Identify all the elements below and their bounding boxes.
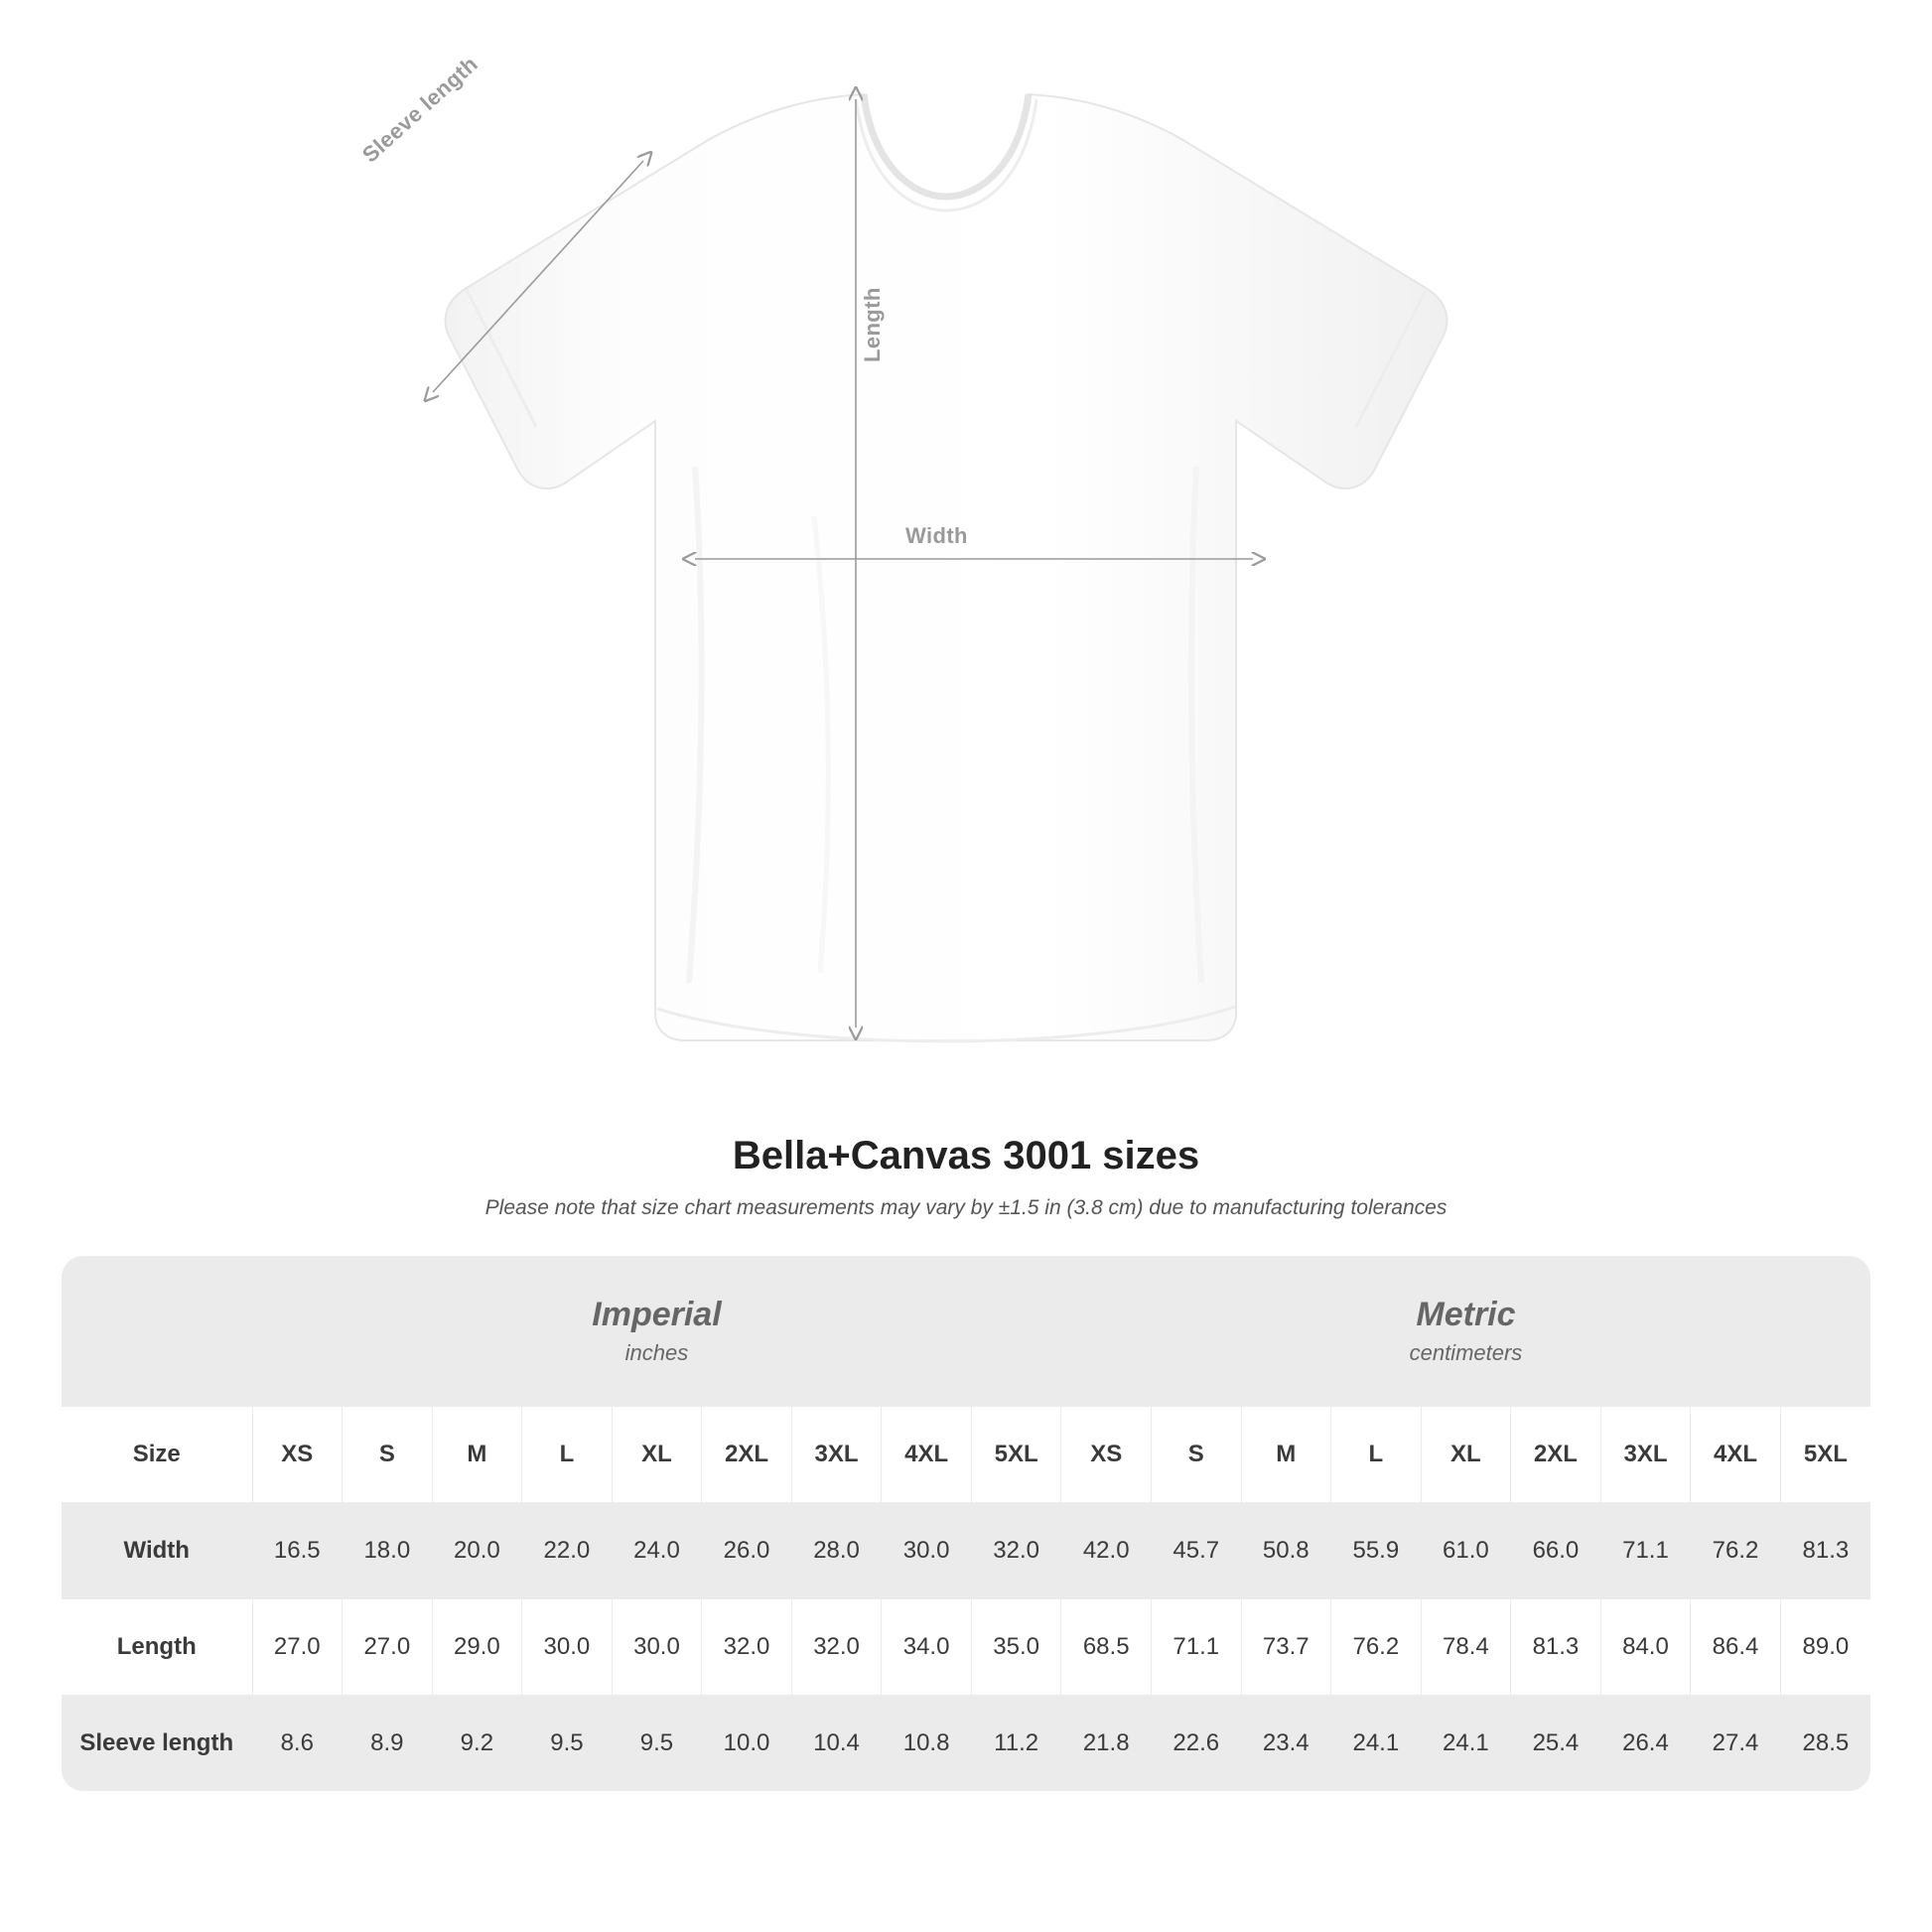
- cell-length: 86.4: [1691, 1599, 1781, 1696]
- cell-width: 32.0: [971, 1503, 1061, 1599]
- cell-length: 27.0: [343, 1599, 433, 1696]
- cell-sleeve-length: 21.8: [1061, 1696, 1152, 1792]
- cell-length: 30.0: [612, 1599, 702, 1696]
- size-col-header: XS: [1061, 1407, 1152, 1503]
- cell-sleeve-length: 25.4: [1511, 1696, 1601, 1792]
- size-header-row: [62, 1407, 1870, 1503]
- cell-length: 71.1: [1151, 1599, 1241, 1696]
- cell-sleeve-length: 10.4: [791, 1696, 882, 1792]
- size-col-header: L: [1331, 1407, 1422, 1503]
- cell-width: 24.0: [612, 1503, 702, 1599]
- cell-sleeve-length: 10.0: [702, 1696, 792, 1792]
- cell-length: 35.0: [971, 1599, 1061, 1696]
- cell-width: 30.0: [882, 1503, 972, 1599]
- unit-metric-cell: [1061, 1256, 1870, 1407]
- cell-length: 76.2: [1331, 1599, 1422, 1696]
- cell-width: 81.3: [1780, 1503, 1870, 1599]
- size-col-header: 4XL: [1691, 1407, 1781, 1503]
- cell-width: 42.0: [1061, 1503, 1152, 1599]
- cell-width: 61.0: [1421, 1503, 1511, 1599]
- size-chart-table: [62, 1256, 1870, 1791]
- cell-width: 71.1: [1600, 1503, 1691, 1599]
- cell-sleeve-length: 27.4: [1691, 1696, 1781, 1792]
- table-row: [62, 1503, 1870, 1599]
- cell-width: 22.0: [522, 1503, 613, 1599]
- cell-width: 76.2: [1691, 1503, 1781, 1599]
- cell-width: 45.7: [1151, 1503, 1241, 1599]
- table-row: [62, 1599, 1870, 1696]
- cell-sleeve-length: 11.2: [971, 1696, 1061, 1792]
- size-col-header: S: [1151, 1407, 1241, 1503]
- table-row: [62, 1696, 1870, 1792]
- length-label: Length: [860, 287, 885, 362]
- cell-length: 27.0: [252, 1599, 343, 1696]
- cell-sleeve-length: 23.4: [1241, 1696, 1331, 1792]
- size-col-header: 2XL: [1511, 1407, 1601, 1503]
- size-chart-table-wrapper: [62, 1256, 1870, 1791]
- cell-width: 55.9: [1331, 1503, 1422, 1599]
- cell-width: 50.8: [1241, 1503, 1331, 1599]
- unit-imperial-sub: inches: [624, 1339, 689, 1365]
- cell-length: 29.0: [432, 1599, 522, 1696]
- tolerance-note: Please note that size chart measurements may vary by ±1.5 in (3.8 cm) due to manufacturing tolerances: [484, 1196, 1448, 1219]
- cell-sleeve-length: 10.8: [882, 1696, 972, 1792]
- size-col-header: XL: [612, 1407, 702, 1503]
- size-col-header: 2XL: [702, 1407, 792, 1503]
- cell-sleeve-length: 26.4: [1600, 1696, 1691, 1792]
- unit-spacer-cell: [62, 1256, 252, 1407]
- cell-length: 89.0: [1780, 1599, 1870, 1696]
- size-col-header: 4XL: [882, 1407, 972, 1503]
- width-label: Width: [905, 523, 968, 548]
- cell-length: 73.7: [1241, 1599, 1331, 1696]
- cell-sleeve-length: 24.1: [1421, 1696, 1511, 1792]
- cell-width: 66.0: [1511, 1503, 1601, 1599]
- cell-length: 84.0: [1600, 1599, 1691, 1696]
- size-col-header: M: [1241, 1407, 1331, 1503]
- unit-imperial-cell: [252, 1256, 1061, 1407]
- cell-sleeve-length: 9.5: [612, 1696, 702, 1792]
- cell-length: 34.0: [882, 1599, 972, 1696]
- row-label-sleeve-length: Sleeve length: [62, 1696, 252, 1792]
- cell-sleeve-length: 28.5: [1780, 1696, 1870, 1792]
- cell-length: 81.3: [1511, 1599, 1601, 1696]
- size-col-header: S: [343, 1407, 433, 1503]
- size-col-header: L: [522, 1407, 613, 1503]
- cell-width: 18.0: [343, 1503, 433, 1599]
- unit-header-row: [62, 1256, 1870, 1407]
- cell-sleeve-length: 24.1: [1331, 1696, 1422, 1792]
- row-label-length: Length: [62, 1599, 252, 1696]
- cell-width: 20.0: [432, 1503, 522, 1599]
- size-col-header: M: [432, 1407, 522, 1503]
- cell-width: 26.0: [702, 1503, 792, 1599]
- cell-length: 32.0: [702, 1599, 792, 1696]
- size-col-header: 3XL: [791, 1407, 882, 1503]
- unit-metric-sub: centimeters: [1409, 1339, 1523, 1365]
- tshirt-shape: [446, 94, 1448, 1041]
- cell-sleeve-length: 9.5: [522, 1696, 613, 1792]
- page-title: Bella+Canvas 3001 sizes: [732, 1134, 1200, 1177]
- size-col-header: XL: [1421, 1407, 1511, 1503]
- cell-sleeve-length: 8.6: [252, 1696, 343, 1792]
- size-col-header: 5XL: [1780, 1407, 1870, 1503]
- unit-imperial-name: Imperial: [592, 1296, 722, 1334]
- cell-width: 28.0: [791, 1503, 882, 1599]
- cell-length: 68.5: [1061, 1599, 1152, 1696]
- size-header-label: Size: [62, 1407, 252, 1503]
- sleeve-length-label: Sleeve length: [357, 51, 483, 168]
- cell-sleeve-length: 9.2: [432, 1696, 522, 1792]
- cell-sleeve-length: 22.6: [1151, 1696, 1241, 1792]
- cell-sleeve-length: 8.9: [343, 1696, 433, 1792]
- cell-length: 78.4: [1421, 1599, 1511, 1696]
- cell-width: 16.5: [252, 1503, 343, 1599]
- size-col-header: XS: [252, 1407, 343, 1503]
- size-col-header: 5XL: [971, 1407, 1061, 1503]
- cell-length: 30.0: [522, 1599, 613, 1696]
- row-label-width: Width: [62, 1503, 252, 1599]
- size-col-header: 3XL: [1600, 1407, 1691, 1503]
- unit-metric-name: Metric: [1416, 1296, 1516, 1334]
- cell-length: 32.0: [791, 1599, 882, 1696]
- title-block: [0, 1134, 1932, 1220]
